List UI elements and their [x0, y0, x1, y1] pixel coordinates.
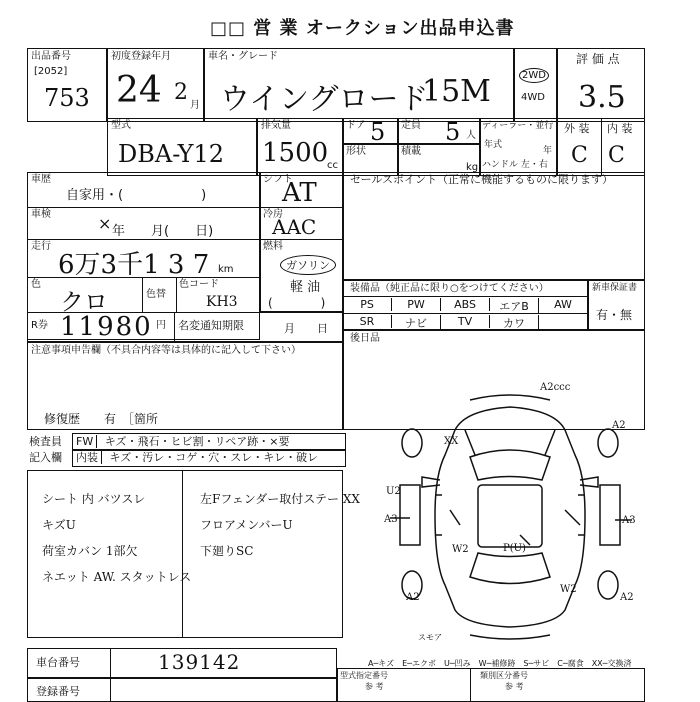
rule [470, 668, 471, 702]
remark-line: 荷室カバン 1部欠 [42, 544, 138, 558]
wheel-front-left [402, 429, 422, 457]
fuel-label: 燃料 [263, 241, 283, 252]
model-label: 型式 [111, 120, 131, 131]
remark-line: ネエット AW. スタットレス [42, 570, 192, 584]
diag-mark-2: A2 [612, 420, 626, 431]
lot-number: 753 [44, 84, 90, 112]
year-model-unit: 年 [543, 146, 553, 156]
color-value: クロ [60, 288, 108, 316]
load-label: 積載 [401, 146, 421, 157]
equipment-item: エアB [490, 298, 539, 314]
rule [27, 207, 260, 208]
rule [174, 312, 175, 342]
rule [110, 648, 111, 678]
remark-line: シート 内 バツスレ [42, 492, 146, 506]
color-label: 色 [31, 279, 41, 290]
registration-label: 登録番号 [36, 685, 80, 698]
inspector-label-1: 検査員 [29, 435, 62, 448]
displacement-value: 1500 [262, 138, 329, 168]
car-name: ウイングロード [220, 82, 429, 117]
doors-value: 5 [370, 118, 386, 146]
inspector-text-2: キズ・汚レ・コゲ・穴・スレ・キレ・破レ [109, 451, 319, 464]
drive-2wd: 2WD [519, 68, 549, 83]
diag-mark-6: A3 [622, 515, 636, 526]
diag-mark-11: A2 [620, 592, 634, 603]
ext-label: 外 装 [564, 122, 590, 135]
capacity-unit: 人 [466, 130, 476, 141]
color-code-label: 色コード [179, 279, 219, 290]
score-value: 3.5 [578, 80, 626, 115]
recycle-value: 11980 [60, 312, 153, 342]
chassis-value: 139142 [158, 650, 241, 674]
mileage-label: 走行 [31, 241, 51, 252]
inspector-text-1: キズ・飛石・ヒビ割・リペア跡・×要 [104, 435, 290, 448]
handle-label: ハンドル 左・右 [482, 160, 548, 170]
car-grade: 15M [422, 74, 491, 109]
recycle-unit: 円 [156, 320, 166, 331]
rear-label: 後日品 [350, 333, 380, 344]
diag-mark-12: スモア [418, 633, 442, 642]
year-model-label: 年式 [484, 140, 503, 150]
name-change-value: 月 日 [284, 322, 328, 335]
rule [110, 678, 111, 702]
ac-value: AAC [272, 215, 317, 239]
car-label: 車名・グレード [208, 51, 278, 62]
bottom-cert: 型式指定番号 [340, 671, 388, 680]
equipment-item: SR [343, 315, 392, 328]
ext-value: C [571, 143, 588, 168]
bottom-ref1: 参 考 [365, 682, 384, 691]
bottom-ref2: 参 考 [505, 682, 524, 691]
repair-label: 修復歴 有 ［箇所 [44, 412, 159, 426]
car-roof [478, 485, 542, 547]
ac-label: 冷房 [263, 209, 283, 220]
inspector-tag-1: FW [73, 435, 97, 448]
first-reg-label: 初度登録年月 [111, 51, 171, 62]
rule [142, 277, 143, 312]
doors-label: ドア [346, 120, 366, 131]
fuel-gas: ガソリン [280, 255, 336, 275]
remark-line: フロアメンバーU [200, 518, 293, 532]
legend: A─キズ E─エクボ U─凹み W─補修跡 S─サビ C─腐食 XX─交換済 [368, 659, 632, 668]
int-value: C [608, 143, 625, 168]
first-reg-month: 2 [174, 80, 188, 105]
recycle-label: R券 [31, 320, 48, 331]
warranty-label: 新車保証書 [592, 283, 638, 293]
displacement-unit: cc [327, 160, 338, 171]
remark-line: 下廻りSC [200, 544, 254, 558]
wheel-rear-right [598, 571, 618, 599]
equipment-item: TV [441, 315, 490, 328]
car-windshield [470, 450, 550, 480]
equipment-item: ABS [441, 298, 490, 311]
capacity-label: 定員 [401, 120, 421, 131]
shift-label: シフト [263, 174, 293, 185]
rule [343, 313, 588, 314]
usage-value: 自家用・( ) [66, 188, 207, 203]
rule [176, 277, 177, 312]
sales-label: セールスポイント（正常に機能するものに限ります） [350, 173, 614, 186]
diag-mark-7: W2 [452, 544, 469, 555]
drive-box [514, 48, 557, 122]
fuel-paren: ( ) [268, 296, 326, 310]
mileage-unit: km [218, 264, 234, 275]
wheel-front-right [598, 429, 618, 457]
inspector-row-2 [72, 449, 346, 467]
first-reg-unit: 月 [190, 100, 200, 111]
chassis-label: 車台番号 [36, 656, 80, 669]
color-code: KH3 [206, 294, 238, 310]
warranty-value: 有・無 [596, 308, 633, 322]
remark-line: キズU [42, 518, 76, 532]
rule [343, 296, 588, 297]
capacity-value: 5 [445, 118, 461, 146]
diag-mark-5: A3 [384, 514, 398, 525]
equipment-item: ナビ [392, 315, 441, 331]
displacement-label: 排気量 [261, 120, 291, 131]
score-label: 評 価 点 [576, 52, 620, 66]
load-unit: kg [466, 162, 479, 173]
ext-int-divider [601, 118, 602, 176]
equipment-item: AW [539, 298, 588, 311]
mileage-value: 6万3千1 3 7 [58, 250, 210, 280]
first-reg-year: 24 [116, 70, 162, 111]
equipment-label: 装備品（純正品に限り○をつけてください） [350, 283, 549, 294]
inspector-tag-2: 内装 [73, 451, 102, 464]
dealer-label: ディーラー・並行 [482, 121, 554, 131]
rule [27, 239, 260, 240]
color-change-label: 色替 [146, 289, 166, 300]
name-change-label: 名変通知期限 [178, 319, 244, 332]
diag-mark-8: P(U) [503, 543, 526, 554]
model-value: DBA-Y12 [118, 140, 225, 168]
rule [260, 239, 343, 240]
notes-label: 注意事項申告欄（不具合内容等は具体的に記入して下さい） [31, 345, 301, 356]
usage-label: 車歴 [31, 174, 51, 185]
drive-4wd: 4WD [521, 92, 545, 103]
bottom-cat: 類別区分番号 [480, 671, 528, 680]
car-rear-window [470, 553, 550, 584]
shape-label: 形状 [346, 146, 366, 157]
header-title: □□ 営 業 オークション出品申込書 [210, 18, 515, 39]
diag-mark-10: W2 [560, 584, 577, 595]
equipment-item: カワ [490, 315, 539, 331]
inspection-label: 車検 [31, 209, 51, 220]
car-diagram [370, 385, 650, 645]
inspection-mark: × [98, 214, 112, 233]
equipment-item: PW [392, 298, 441, 311]
remark-line: 左Fフェンダー取付ステー XX [200, 492, 360, 506]
diag-mark-4: U2 [386, 486, 401, 497]
diag-mark-9: A2 [406, 592, 420, 603]
inspection-value: 年 月( 日) [112, 224, 214, 239]
rule [182, 470, 183, 638]
shift-value: AT [282, 178, 317, 208]
lot-label: 出品番号 [31, 51, 71, 62]
diag-mark-1: A2ccc [540, 382, 571, 393]
inspector-label-2: 記入欄 [29, 451, 62, 464]
sales-box [343, 172, 645, 280]
equipment-item: PS [343, 298, 392, 311]
fuel-diesel: 軽 油 [290, 280, 321, 295]
lot-sub: [2052] [34, 66, 68, 77]
int-label: 内 装 [607, 122, 633, 135]
diag-mark-3: XX [444, 436, 459, 447]
